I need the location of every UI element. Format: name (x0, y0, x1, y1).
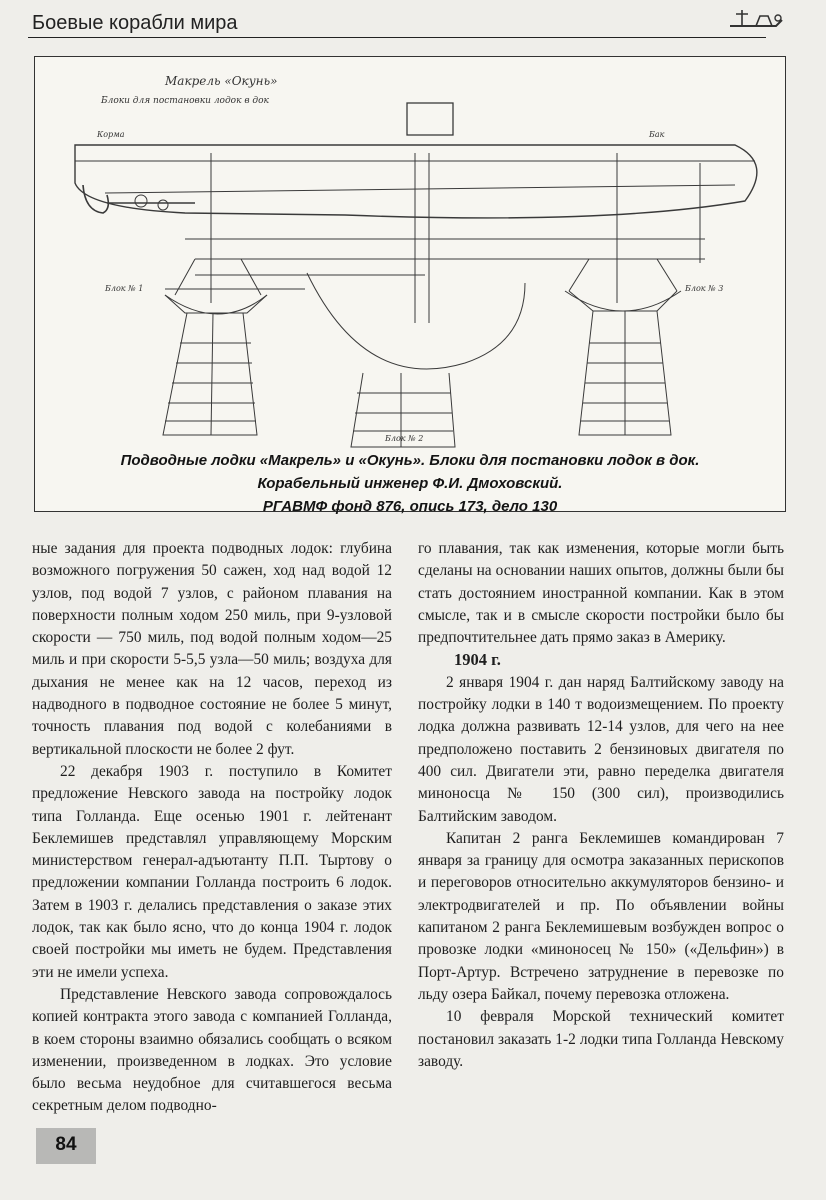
drawing-label-block1: Блок № 1 (105, 284, 144, 293)
paragraph: 10 февраля Морской технический комитет постановил заказать 1-2 лодки типа Голланда Невскому заводу. (418, 1008, 784, 1070)
right-column (418, 538, 784, 1073)
drawing-label-bow: Бак (649, 130, 665, 139)
drawing-subtitle: Блоки для постановки лодок в док (101, 96, 269, 106)
anchor-ship-icon (726, 6, 786, 34)
paragraph: 2 января 1904 г. дан наряд Балтийскому заводу на постройку лодки в 140 т водоизмещением. По проекту лодка должна развивать 12-14 узлов, для чего на нее предположено поставить 2 бензиновых двигателя по 400 сил. Двигатели эти, равно переделка двигателя миноносца № 150 (300 сил), производились Балтийским заводом. (418, 673, 784, 825)
drawing-title: Макрель «Окунь» (165, 74, 278, 88)
paragraph: ные задания для проекта подводных лодок: глубина возможного погружения 50 сажен, ход над водой 12 узлов, под водой 7 узлов, с районом плавания на поверхности полным ходом 250 миль, при 9-узловой скорости — 750 миль, под водой полным ходом—25 миль и при скорости 5-5,5 узла—50 миль; воздуха для дыхания не менее как на 12 часов, переход из надводного в подводное состояние не более 5 минут, точность плавания под водой с колебаниями в вертикальной плоскости не более 2 фут. (32, 540, 392, 758)
header-rule (28, 37, 766, 38)
figure-frame (34, 56, 786, 515)
paragraph: Представление Невского завода сопровождалось копией контракта этого завода с компанией Голланда, в коем стороны взаимно обязались сообщать о всяком изменении, произведенном в лодках. Это условие было весьма неудобное для считавшегося весьма секретным делом подводно- (32, 985, 392, 1115)
drawing-label-stern: Корма (97, 130, 125, 139)
caption-line: РГАВМФ фонд 876, опись 173, дело 130 (262, 498, 558, 515)
header-title: Боевые корабли мира (32, 12, 238, 34)
drawing-label-block3: Блок № 3 (685, 284, 724, 293)
drawing-label-block2: Блок № 2 (385, 434, 424, 443)
paragraph: 22 декабря 1903 г. поступило в Комитет предложение Невского завода на постройку лодок типа Голланда. Еще осенью 1901 г. лейтенант Беклемишев представлял управляющему Морским министерством генерал-адъютанту П.П. Тыртову о предложении компании Голланда построить 6 лодок. Затем в 1903 г. делались представления о заказе этих лодок, так как было ясно, что до конца 1904 г. лодок своей постройки мы иметь не будем. Представления эти не имели успеха. (32, 762, 392, 981)
figure-caption (35, 449, 785, 518)
year-heading: 1904 г. (454, 650, 501, 670)
docking-blocks-drawing (45, 63, 775, 505)
caption-line: Корабельный инженер Ф.И. Дмоховский. (257, 475, 563, 492)
page-number: 84 (55, 1134, 77, 1155)
paragraph: го плавания, так как изменения, которые могли быть сделаны на основании наших опытов, должны были бы стать достоянием иностранной компании. Как в этом смысле, так и в смысле скорости постройки было бы предпочтительнее дать прямо заказ в Америку. (418, 540, 784, 647)
left-column (32, 538, 392, 1118)
page-number-box (36, 1128, 96, 1164)
paragraph: Капитан 2 ранга Беклемишев командирован 7 января за границу для осмотра заказанных перископов и переговоров относительно аккумуляторов бензино- и электродвигателей и пр. По объявлении войны капитаном 2 ранга Беклемишевым возбужден вопрос о провозке лодки «миноносец № 150» («Дельфин») в Порт-Артур. Встречено затруднение в перевозке по льду озера Байкал, почему перевозка отложена. (418, 829, 784, 1003)
caption-line: Подводные лодки «Макрель» и «Окунь». Блоки для постановки лодок в док. (120, 452, 700, 469)
